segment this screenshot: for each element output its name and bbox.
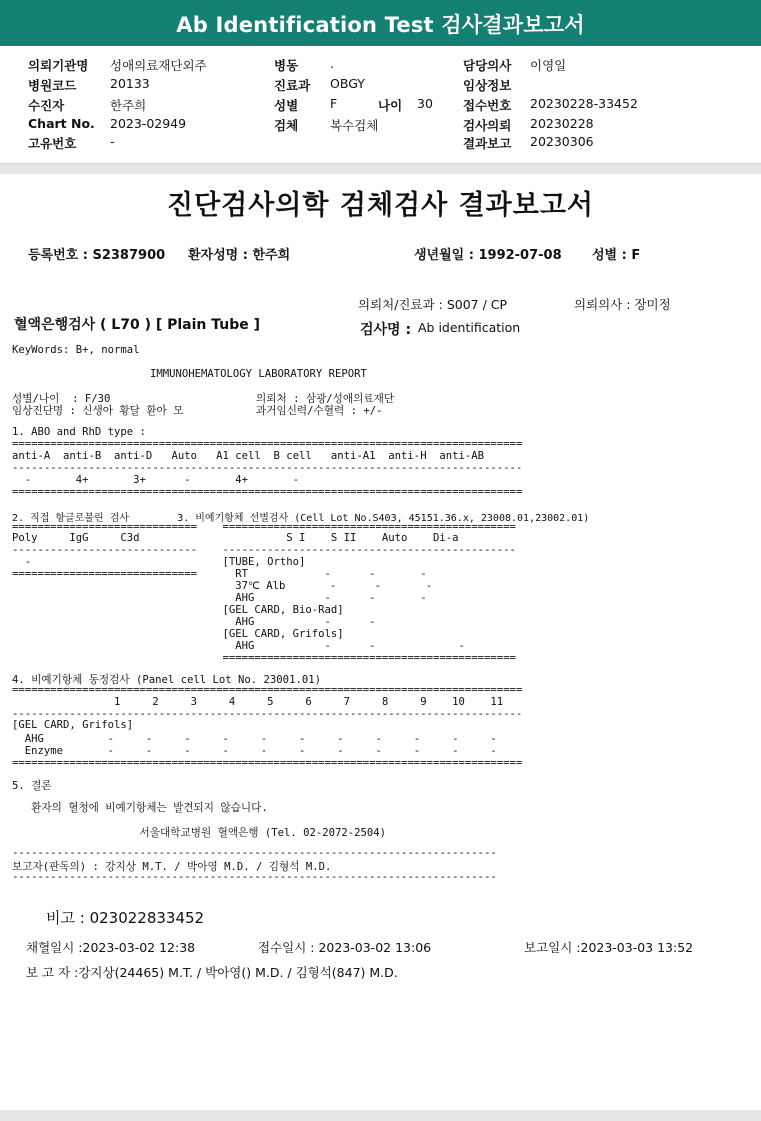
test-name-label: 검사명 :	[360, 322, 412, 338]
report-line: [GEL CARD, Bio-Rad]	[12, 604, 344, 616]
value-specimen: 복수검체	[330, 118, 379, 133]
sex-age: 성별/나이 : F/30	[12, 393, 111, 405]
test-name-value: Ab identification	[418, 320, 521, 335]
pregnancy-transfusion-history: 과거임신력/수혈력 : +/-	[256, 405, 383, 417]
label-department: 진료과	[274, 78, 311, 93]
report-line: ============================= ==============================================	[12, 521, 516, 533]
label-request-date: 검사의뢰	[463, 118, 512, 133]
value-department: OBGY	[330, 76, 365, 91]
report-line: Enzyme - - - - - - - - - - -	[12, 745, 497, 757]
value-chart-no: 2023-02949	[110, 116, 187, 131]
label-age: 나이	[378, 98, 403, 113]
report-line: ================================================================================	[12, 757, 523, 769]
report-line: AHG - - - - - - - - - - -	[12, 733, 497, 745]
report-line: 환자의 혈청에 비예기항체는 발견되지 않습니다.	[12, 802, 268, 814]
value-accession-no: 20230228-33452	[530, 96, 638, 111]
report-line: ================================================================================	[12, 438, 523, 450]
report-line: 4. 비예기항체 동정검사 (Panel cell Lot No. 23001.01)	[12, 674, 321, 686]
report-line: ----------------------------------------------------------------------------	[12, 847, 497, 859]
report-line: [GEL CARD, Grifols]	[12, 719, 134, 731]
label-attending-doctor: 담당의사	[463, 58, 512, 73]
collection-time: 채혈일시 :2023-03-02 12:38	[26, 940, 196, 955]
label-hospital-code: 병원코드	[28, 78, 77, 93]
report-line: [GEL CARD, Grifols]	[12, 628, 344, 640]
lab-report-title: IMMUNOHEMATOLOGY LABORATORY REPORT	[150, 368, 367, 380]
label-chart-no: Chart No.	[28, 116, 95, 131]
keywords: KeyWords: B+, normal	[12, 344, 140, 356]
test-group: 혈액은행검사 ( L70 ) [ Plain Tube ]	[14, 317, 261, 333]
label-requesting-org: 의뢰기관명	[28, 58, 89, 73]
memo: 비고 : 023022833452	[46, 909, 205, 927]
value-requesting-org: 성애의료재단외주	[110, 58, 207, 73]
date-of-birth: 생년월일 : 1992-07-08	[414, 248, 562, 263]
report-line: 보고자(판독의) : 강지상 M.T. / 박아영 M.D. / 김형석 M.D.	[12, 861, 332, 873]
report-line: 37℃ Alb - - -	[12, 580, 433, 592]
report-line: 1 2 3 4 5 6 7 8 9 10 11	[12, 696, 504, 708]
label-sex: 성별	[274, 98, 299, 113]
value-request-date: 20230228	[530, 116, 594, 131]
bottom-bar	[0, 1110, 761, 1121]
report-line: anti-A anti-B anti-D Auto A1 cell B cell anti-A1 anti-H anti-AB	[12, 450, 484, 462]
section-separator	[0, 163, 761, 174]
received-time: 접수일시 : 2023-03-02 13:06	[258, 940, 432, 955]
report-line: AHG - - -	[12, 592, 427, 604]
report-line: - [TUBE, Ortho]	[12, 556, 306, 568]
value-patient: 한주희	[110, 98, 147, 113]
report-line: ================================================================================	[12, 684, 523, 696]
report-line: ----------------------------------------------------------------------------	[12, 871, 497, 883]
reported-time: 보고일시 :2023-03-03 13:52	[524, 940, 694, 955]
label-accession-no: 접수번호	[463, 98, 512, 113]
label-report-date: 결과보고	[463, 136, 512, 151]
clinical-diagnosis: 임상진단명 : 신생아 황달 환아 모	[12, 405, 184, 417]
report-sex: 성별 : F	[592, 248, 641, 263]
report-line: 5. 결론	[12, 780, 52, 792]
value-attending-doctor: 이영일	[530, 58, 567, 73]
title-bar	[0, 0, 761, 46]
registration-number: 등록번호 : S2387900	[28, 248, 166, 263]
value-age: 30	[417, 96, 433, 111]
label-specimen: 검체	[274, 118, 299, 133]
report-line: --------------------------------------------------------------------------------	[12, 462, 523, 474]
report-line: ============================= RT - - -	[12, 568, 427, 580]
value-report-date: 20230306	[530, 134, 594, 149]
patient-name: 환자성명 : 한주희	[188, 248, 291, 263]
report-line: Poly IgG C3d S I S II Auto Di-a	[12, 532, 459, 544]
requesting-doctor: 의뢰의사 : 장미정	[574, 297, 671, 312]
reporter: 보 고 자 :강지상(24465) M.T. / 박아영() M.D. / 김형석(847) M.D.	[26, 965, 398, 980]
report-line: --------------------------------------------------------------------------------	[12, 708, 523, 720]
report-line: ================================================================================	[12, 486, 523, 498]
report-line: - 4+ 3+ - 4+ -	[12, 474, 300, 486]
label-unique-no: 고유번호	[28, 136, 77, 151]
report-line: AHG - -	[12, 616, 376, 628]
label-clinical-info: 임상정보	[463, 78, 512, 93]
report-line: ----------------------------- ----------------------------------------------	[12, 544, 516, 556]
report-line: AHG - - -	[12, 640, 465, 652]
report-title: 진단검사의학 검체검사 결과보고서	[166, 190, 595, 221]
referral-institution: 의뢰처 : 삼광/성애의료재단	[256, 393, 395, 405]
title-bar-text: Ab Identification Test 검사결과보고서	[176, 13, 585, 37]
value-hospital-code: 20133	[110, 76, 150, 91]
report-line: 서울대학교병원 혈액은행 (Tel. 02-2072-2504)	[12, 827, 387, 839]
requester-department: 의뢰처/진료과 : S007 / CP	[358, 297, 508, 312]
report-line: 1. ABO and RhD type :	[12, 426, 146, 438]
value-ward: .	[330, 56, 334, 71]
value-sex: F	[330, 96, 338, 111]
label-patient: 수진자	[28, 98, 65, 113]
value-unique-no: -	[110, 134, 115, 149]
report-line: 2. 직접 항글로불린 검사 3. 비예기항체 선별검사 (Cell Lot No.S403, 45151.36.x, 23008.01,23002.01)	[12, 513, 590, 524]
report-line: ==============================================	[12, 652, 516, 664]
label-ward: 병동	[274, 58, 299, 73]
